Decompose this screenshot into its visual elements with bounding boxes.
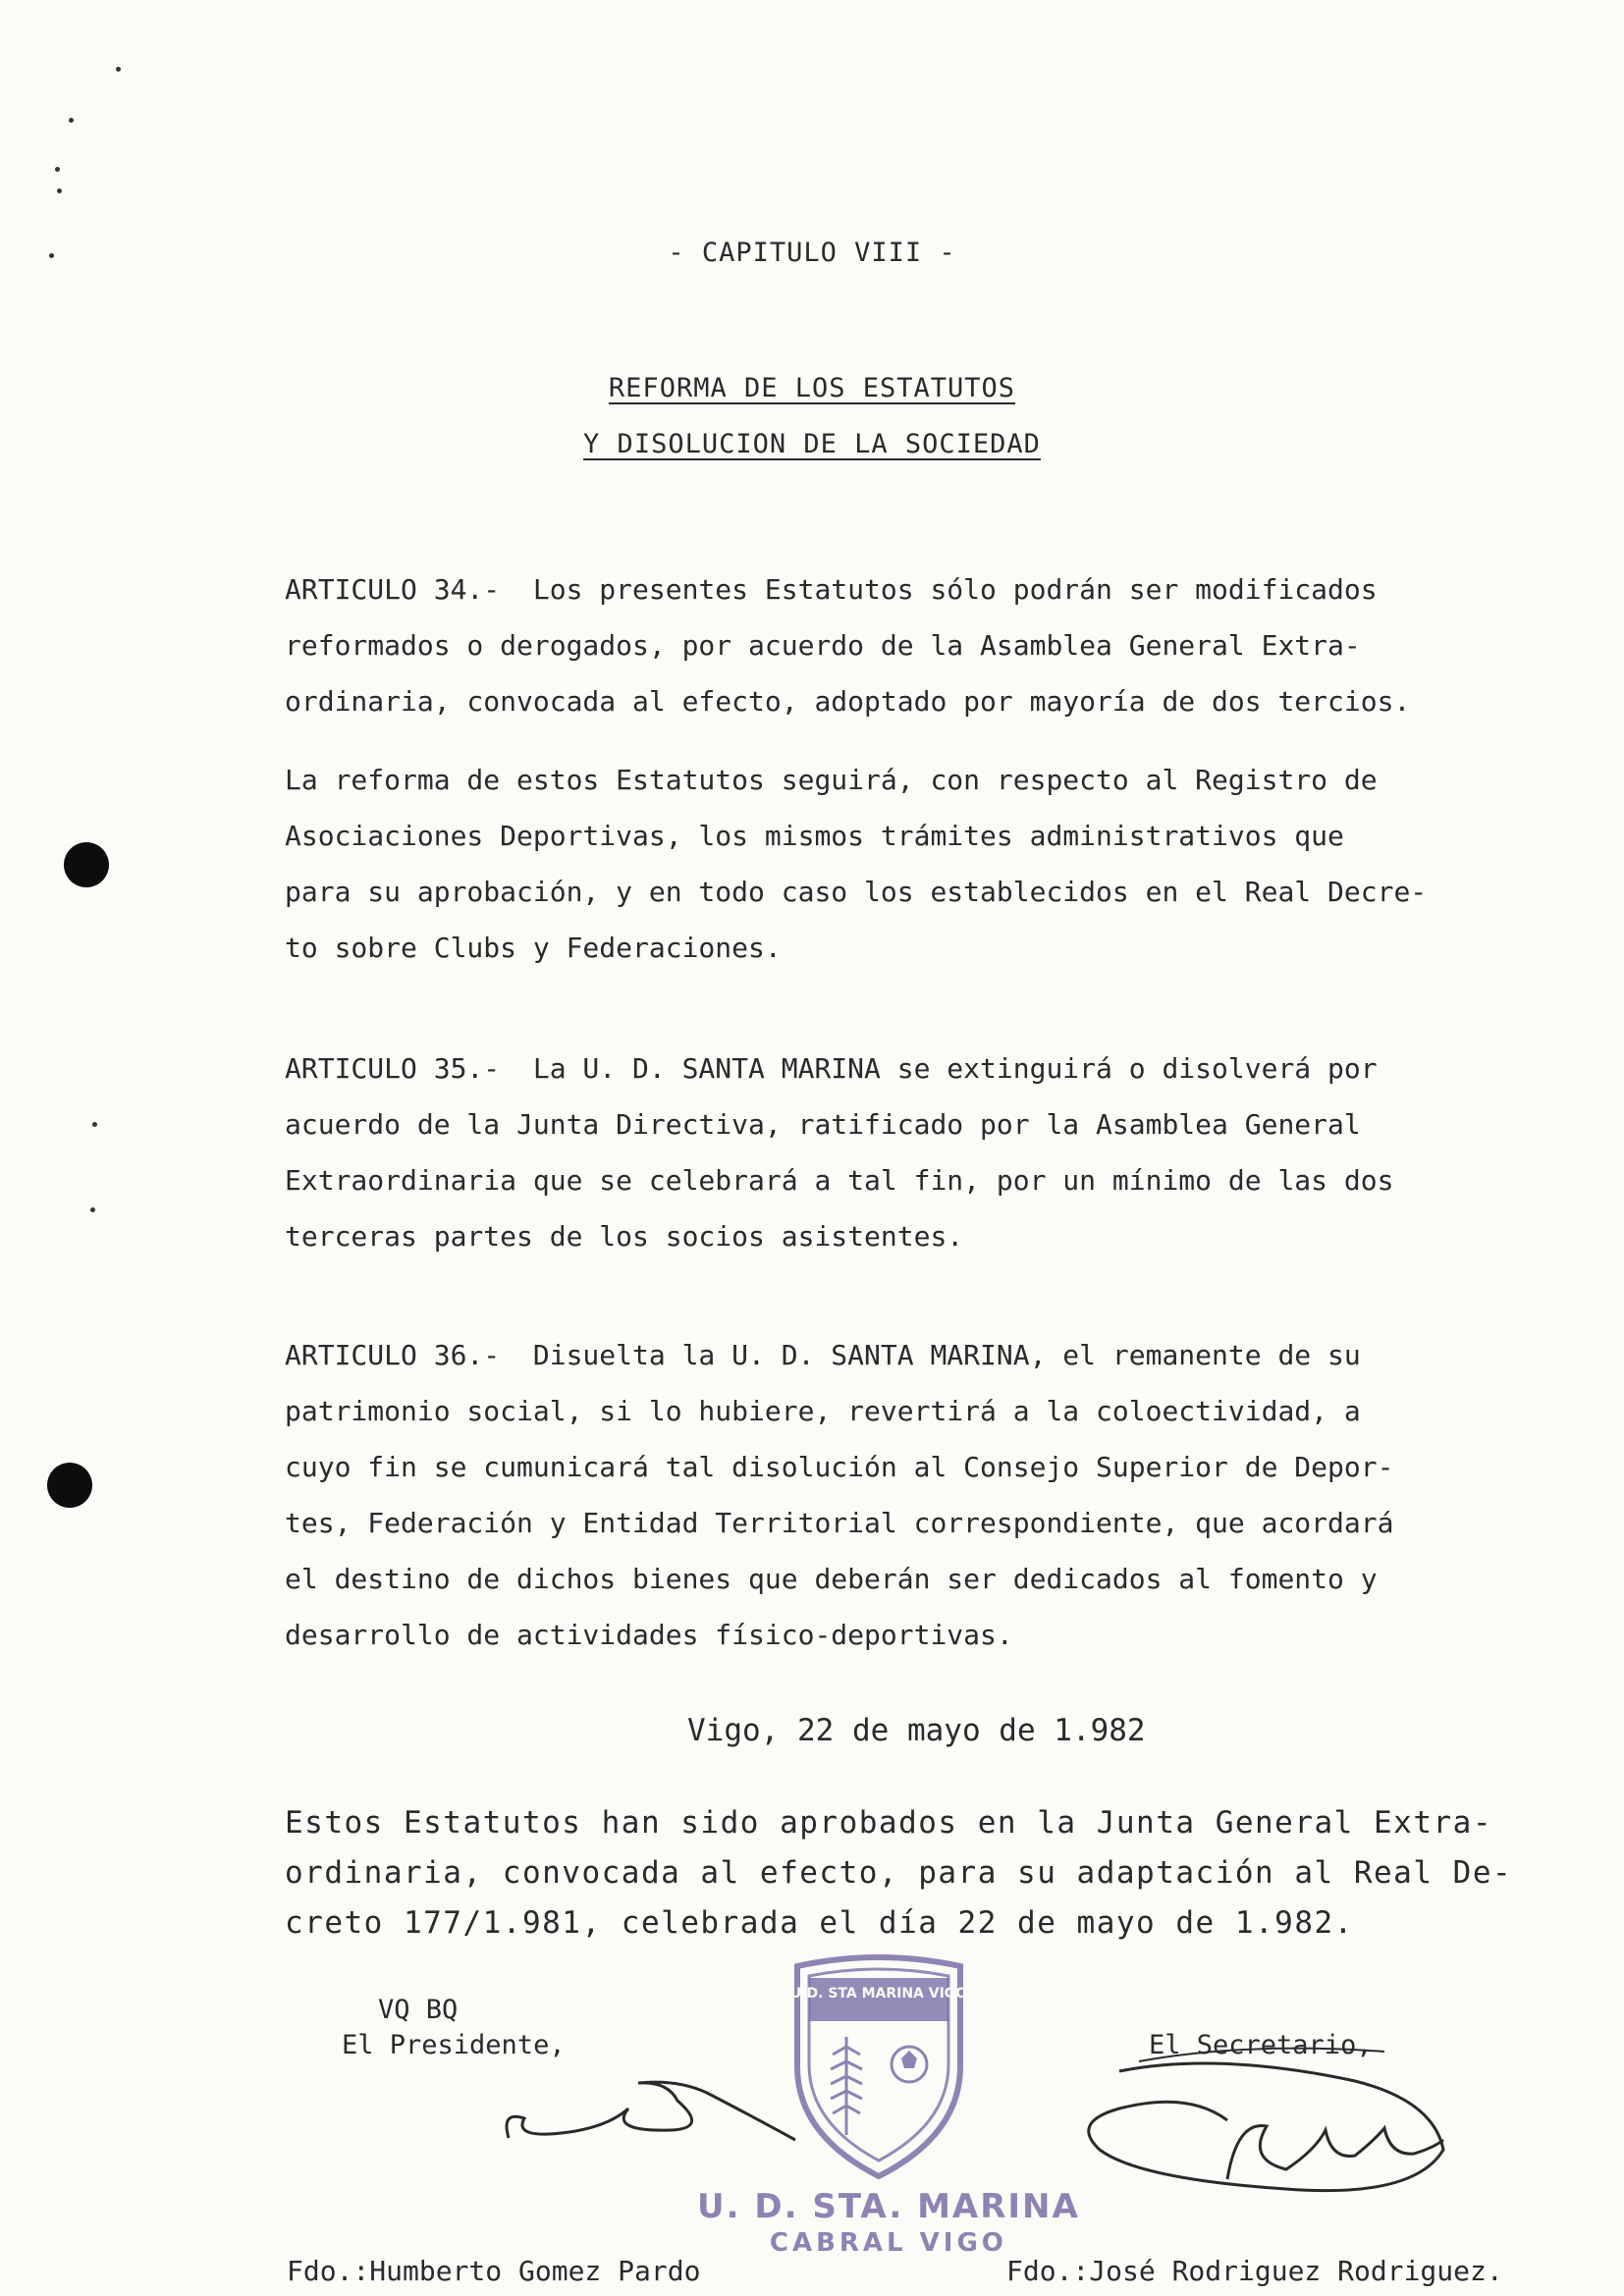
- secretary-name: Fdo.:José Rodriguez Rodriguez.: [1006, 2255, 1503, 2287]
- article-36-paragraph: [285, 1327, 1483, 1663]
- speck: [69, 118, 74, 123]
- text-line: ARTICULO 34.- Los presentes Estatutos sólo podrán ser modificados: [285, 573, 1378, 606]
- article-34-paragraph: [285, 561, 1483, 729]
- text-line: Extraordinaria que se celebrará a tal fin, por un mínimo de las dos: [285, 1164, 1394, 1197]
- president-name: Fdo.:Humberto Gomez Pardo: [287, 2255, 701, 2287]
- president-label: El Presidente,: [342, 2030, 566, 2060]
- text-line: reformados o derogados, por acuerdo de la Asamblea General Extra-: [285, 629, 1361, 662]
- section-title-line-1: REFORMA DE LOS ESTATUTOS: [608, 373, 1016, 403]
- speck: [92, 1122, 97, 1127]
- text-line: el destino de dichos bienes que deberán ser dedicados al fomento y: [285, 1563, 1378, 1595]
- text-line: La reforma de estos Estatutos seguirá, con respecto al Registro de: [285, 764, 1378, 796]
- secretary-label: El Secretario,: [1149, 2030, 1373, 2060]
- secretary-signature: [1060, 2032, 1473, 2228]
- text-line: patrimonio social, si lo hubiere, revertirá a la coloectividad, a: [285, 1395, 1361, 1427]
- speck: [116, 67, 121, 72]
- text-line: cuyo fin se cumunicará tal disolución al Consejo Superior de Depor-: [285, 1451, 1394, 1483]
- place-date: Vigo, 22 de mayo de 1.982: [687, 1713, 1146, 1748]
- text-line: Asociaciones Deportivas, los mismos trámites administrativos que: [285, 820, 1344, 852]
- text-line: creto 177/1.981, celebrada el día 22 de mayo de 1.982.: [285, 1905, 1354, 1941]
- text-line: ordinaria, convocada al efecto, adoptado por mayoría de dos tercios.: [285, 685, 1411, 718]
- article-34-reform-paragraph: [285, 752, 1483, 976]
- section-title-line-2: Y DISOLUCION DE LA SOCIEDAD: [583, 429, 1041, 459]
- palm-tree-icon: [831, 2037, 862, 2135]
- text-line: tes, Federación y Entidad Territorial correspondiente, que acordará: [285, 1507, 1394, 1539]
- club-rubber-stamp: [697, 2187, 1080, 2258]
- speck: [57, 188, 62, 193]
- binder-hole-top: [64, 842, 109, 887]
- text-line: ARTICULO 36.- Disuelta la U. D. SANTA MARINA, el remanente de su: [285, 1339, 1361, 1371]
- binder-hole-bottom: [47, 1463, 92, 1508]
- text-line: Estos Estatutos han sido aprobados en la Junta General Extra-: [285, 1805, 1492, 1841]
- article-35-paragraph: [285, 1041, 1483, 1264]
- text-line: acuerdo de la Junta Directiva, ratificado por la Asamblea General: [285, 1108, 1361, 1141]
- president-signature: [461, 2022, 815, 2160]
- text-line: desarrollo de actividades físico-deportivas.: [285, 1619, 1013, 1651]
- speck: [90, 1207, 95, 1212]
- stamp-shield-text: U.D. STA MARINA VIGO: [789, 1986, 968, 2002]
- stamp-line-2: CABRAL VIGO: [769, 2228, 1007, 2258]
- vobo-label: VQ BQ: [378, 1995, 459, 2025]
- approval-note: [285, 1798, 1532, 1949]
- stamp-line-1: U. D. STA. MARINA: [697, 2187, 1080, 2226]
- text-line: to sobre Clubs y Federaciones.: [285, 932, 782, 964]
- text-line: terceras partes de los socios asistentes.: [285, 1220, 964, 1253]
- chapter-heading: - CAPITULO VIII -: [668, 238, 956, 268]
- football-icon: [892, 2047, 927, 2082]
- text-line: ordinaria, convocada al efecto, para su adaptación al Real De-: [285, 1855, 1513, 1891]
- text-line: para su aprobación, y en todo caso los establecidos en el Real Decre-: [285, 876, 1428, 908]
- speck: [55, 167, 60, 172]
- text-line: ARTICULO 35.- La U. D. SANTA MARINA se extinguirá o disolverá por: [285, 1052, 1378, 1085]
